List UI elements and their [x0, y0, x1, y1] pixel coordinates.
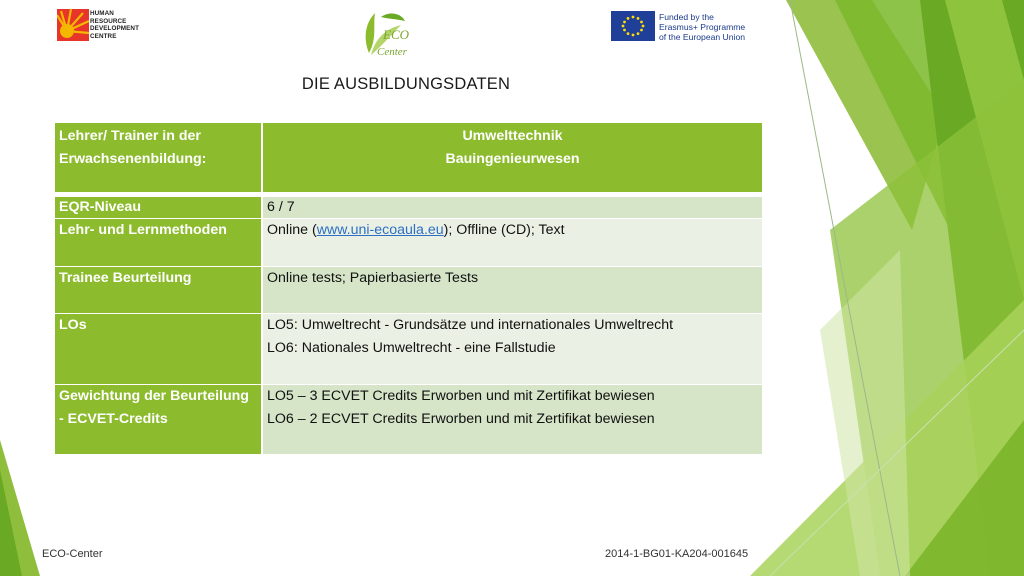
- header-label-line-2: Erwachsenenbildung:: [59, 151, 207, 167]
- weight-label-cell: [55, 385, 263, 455]
- weight-label-line-1: Gewichtung der Beurteilung: [59, 388, 249, 404]
- methods-value-cell: [263, 219, 762, 267]
- weight-label-line-2: - ECVET-Credits: [59, 411, 168, 427]
- table-row-methods: [55, 219, 762, 267]
- methods-prefix: Online (: [267, 222, 317, 238]
- weight-value-line-2: LO6 – 2 ECVET Credits Erworben und mit Zertifikat bewiesen: [267, 411, 655, 427]
- methods-label: Lehr- und Lernmethoden: [55, 219, 263, 267]
- footer-left-text: ECO-Center: [42, 548, 103, 560]
- header-value-line-2: Bauingenieurwesen: [445, 151, 580, 167]
- eco-logo-word: ECO: [383, 27, 409, 42]
- uni-ecoaula-link[interactable]: www.uni-ecoaula.eu: [316, 222, 444, 238]
- eu-erasmus-logo: [611, 11, 761, 43]
- eu-flag-icon: [611, 11, 655, 41]
- header-label-cell: [55, 123, 263, 193]
- table-row-trainee: [55, 267, 762, 314]
- weight-value-cell: [263, 385, 762, 455]
- hrdc-logo-text: HUMAN RESOURCE DEVELOPMENT CENTRE: [90, 10, 140, 40]
- eqr-value: 6 / 7: [263, 197, 762, 219]
- eco-center-logo: [361, 9, 421, 61]
- trainee-value: Online tests; Papierbasierte Tests: [263, 267, 762, 314]
- page-title: DIE AUSBILDUNGSDATEN: [301, 75, 511, 93]
- table-row-weighting: [55, 385, 762, 455]
- header-value-line-1: Umwelttechnik: [462, 128, 563, 144]
- los-value-line-2: LO6: Nationales Umweltrecht - eine Fallstudie: [267, 340, 556, 356]
- header-value-cell: [263, 123, 762, 193]
- header-label-line-1: Lehrer/ Trainer in der: [59, 128, 201, 144]
- eu-logo-text: Funded by the Erasmus+ Programme of the European Union: [659, 12, 746, 42]
- hrdc-sun-icon: [57, 9, 89, 41]
- eqr-label: EQR-Niveau: [55, 197, 263, 219]
- table-row-eqr: [55, 197, 762, 219]
- weight-value-line-1: LO5 – 3 ECVET Credits Erworben und mit Zertifikat bewiesen: [267, 388, 655, 404]
- los-value-line-1: LO5: Umweltrecht - Grundsätze und internationales Umweltrecht: [267, 317, 674, 333]
- hrdc-logo: [57, 9, 177, 43]
- center-logo-word: Center: [377, 46, 407, 58]
- trainee-label: Trainee Beurteilung: [55, 267, 263, 314]
- los-value-cell: [263, 314, 762, 385]
- footer-project-code: 2014-1-BG01-KA204-001645: [605, 548, 749, 560]
- training-data-table: [55, 123, 762, 455]
- table-row-header: [55, 123, 762, 193]
- methods-suffix: ); Offline (CD); Text: [443, 222, 565, 238]
- los-label: LOs: [55, 314, 263, 385]
- table-row-los: [55, 314, 762, 385]
